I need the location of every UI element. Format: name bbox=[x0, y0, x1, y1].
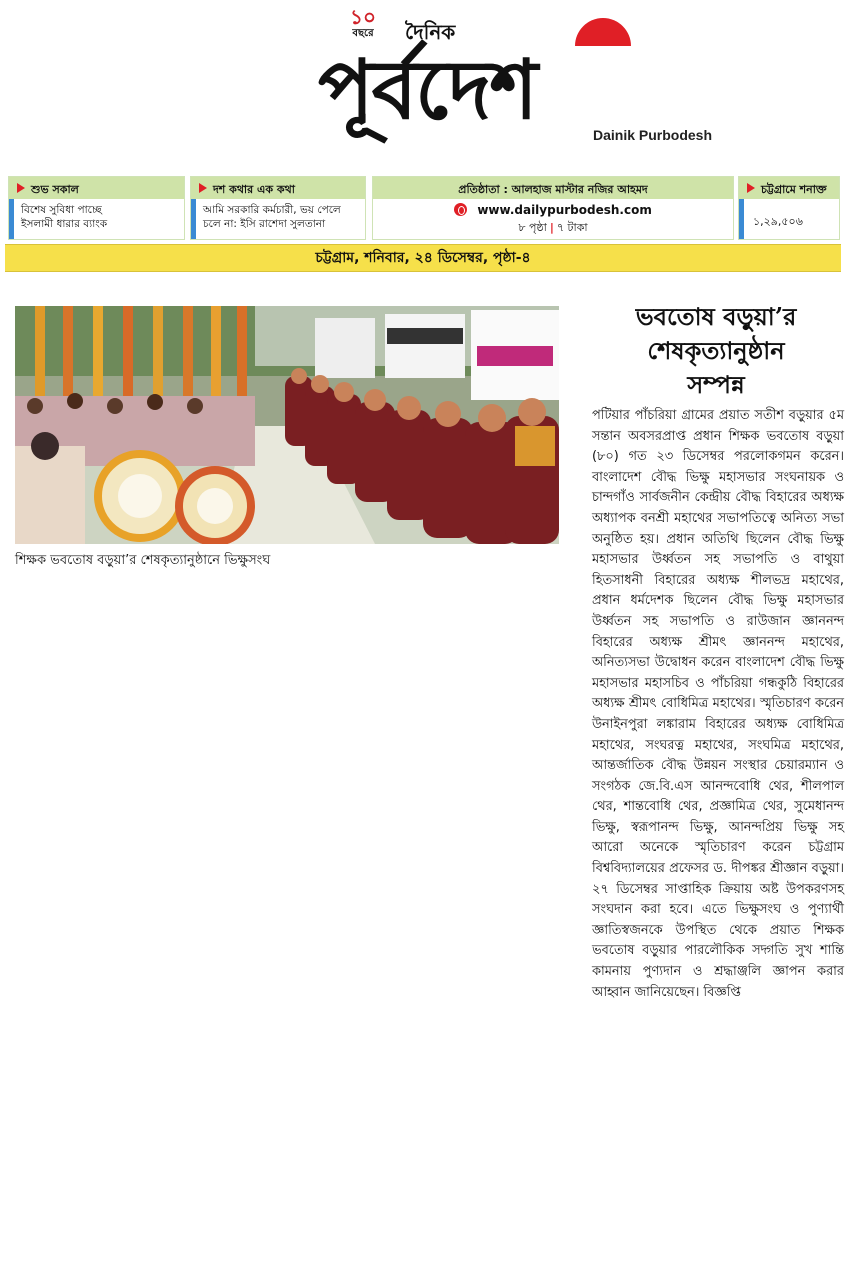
info-box-title bbox=[191, 177, 365, 199]
info-box-title bbox=[739, 177, 839, 199]
info-box-founder bbox=[372, 176, 734, 240]
funeral-photo-illustration bbox=[15, 306, 559, 544]
info-box-quote bbox=[190, 176, 366, 240]
website-link[interactable]: www.dailypurbodesh.com bbox=[477, 203, 652, 217]
info-box-title-text: শুভ সকাল bbox=[31, 183, 79, 196]
info-line: আমি সরকারি কর্মচারী, ভয় পেলে bbox=[203, 204, 341, 216]
headline-line: ভবতোষ বড়ুয়া’র bbox=[635, 302, 797, 331]
info-line: বিশেষ সুবিধা পাচ্ছে bbox=[21, 204, 102, 216]
info-box-covid-count bbox=[738, 176, 840, 240]
price: ৭ টাকা bbox=[556, 221, 588, 234]
info-box-title bbox=[9, 177, 184, 199]
arrow-right-icon bbox=[747, 183, 755, 193]
anniversary-number: ১০ bbox=[350, 5, 376, 29]
anniversary-text: বছরে bbox=[352, 28, 374, 39]
anniversary-badge bbox=[343, 6, 383, 40]
arrow-right-icon bbox=[17, 183, 25, 193]
logo-english: Dainik Purbodesh bbox=[593, 127, 713, 143]
photo-caption: শিক্ষক ভবতোষ বড়ুয়া’র শেষকৃত্যানুষ্ঠানে ভিক্ষুসংঘ bbox=[15, 553, 271, 568]
info-line: চলে না: ইসি রাশেদা সুলতানা bbox=[203, 218, 326, 230]
arrow-right-icon bbox=[199, 183, 207, 193]
article-headline bbox=[588, 300, 844, 402]
case-count: ১,২৯,৫০৬ bbox=[753, 215, 803, 228]
headline-line: সম্পন্ন bbox=[687, 370, 745, 399]
date-strip: চট্টগ্রাম, শনিবার, ২৪ ডিসেম্বর, পৃষ্ঠা-৪ bbox=[5, 244, 841, 272]
info-line: ইসলামী ধারার ব্যাংক bbox=[21, 218, 108, 230]
info-box-title-text: চট্টগ্রামে শনাক্ত bbox=[761, 183, 827, 196]
globe-icon bbox=[454, 203, 467, 216]
article-photo bbox=[15, 306, 559, 544]
info-box-body bbox=[9, 199, 184, 231]
price-row: ৮ পৃষ্ঠা | ৭ টাকা bbox=[518, 221, 588, 234]
info-box-title-text: দশ কথার এক কথা bbox=[213, 183, 295, 196]
page-count: ৮ পৃষ্ঠা bbox=[518, 221, 547, 234]
info-box-body bbox=[191, 199, 365, 231]
website-row bbox=[373, 199, 733, 217]
headline-line: শেষকৃত্যানুষ্ঠান bbox=[647, 336, 785, 365]
newspaper-logo: পূর্বদেশ bbox=[318, 42, 536, 138]
logo-sun-icon bbox=[575, 18, 631, 46]
daily-label: দৈনিক bbox=[405, 20, 456, 44]
masthead bbox=[0, 0, 848, 170]
article-body: পটিয়ার পাঁচরিয়া গ্রামের প্রয়াত সতীশ বড়ুয়ার ৫ম সন্তান অবসরপ্রাপ্ত প্রধান শিক্ষক ভবতোষ বড়ুয়া (৮০) গত ২৩ ডিসেম্বর পরলোকগমন করেন। বাংলাদেশ বৌদ্ধ ভিক্ষু মহাসভার সংঘনায়ক ও চান্দগাঁও সার্বজনীন কেন্দ্রীয় বৌদ্ধ বিহারের অধ্যক্ষ অধ্যাপক বনশ্রী মহাথের সভাপতিত্বে অনিত্য সভা অনুষ্ঠিত হয়। প্রধান অতিথি ছিলেন বৌদ্ধ ভিক্ষু মহাসভার উর্ধ্বতন সহ সভাপতি ও বাথুয়া হিতসাধনী বিহারের অধ্যক্ষ শীলভদ্র মহাথের, প্রধান ধর্মদেশক ছিলেন বৌদ্ধ ভিক্ষু মহাসভার উর্ধ্বতন সহ সভাপতি ও রাউজান জ্ঞাননন্দ বিহারের অধ্যক্ষ শ্রীমৎ জ্ঞাননন্দ মহাথের, অনিত্যসভা উদ্বোধন করেন বাংলাদেশ বৌদ্ধ ভিক্ষু মহাসভার মহাসচিব ও পাঁচরিয়া গন্ধকুঠি বিহারের অধ্যক্ষ শ্রীমৎ বোধিমিত্র মহাথের। স্মৃতিচারণ করেন উনাইনপুরা লঙ্কারাম বিহারের অধ্যক্ষ বোধিমিত্র মহাথের, সংঘরত্ন মহাথের, সংঘমিত্র মহাথের, আন্তর্জাতিক বৌদ্ধ উন্নয়ন সংস্থার চেয়ারম্যান ও সংগঠক জে.বি.এস আনন্দবোধি থের, শীলপাল থের, শান্তবোধি থের, প্রজ্ঞামিত্র থের, সুমেধানন্দ ভিক্ষু, স্বরূপানন্দ ভিক্ষু, আনন্দপ্রিয় ভিক্ষু সহ আরো অনেকে স্মৃতিচারণ করেন চট্টগ্রাম বিশ্ববিদ্যালয়ের প্রফেসর ড. দীপঙ্কর শ্রীজ্ঞান বড়ুয়া। ২৭ ডিসেম্বর সাপ্তাহিক ক্রিয়ায় অষ্ট উপকরণসহ সংঘদান করা হবে। এতে ভিক্ষুসংঘ ও পুণ্যার্থী জ্ঞাতিস্বজনকে উপস্থিত থেকে প্রয়াত শিক্ষক ভবতোষ বড়ুয়ার পারলৌকিক সদ্গতি সুখ শান্তি কামনায় পুণ্যদান ও শ্রদ্ধাঞ্জলি জ্ঞাপন করার আহ্বান জানিয়েছেন। বিজ্ঞপ্তি bbox=[592, 408, 844, 1000]
info-box-good-morning bbox=[8, 176, 185, 240]
founder-line: প্রতিষ্ঠাতা : আলহাজ মাস্টার নজির আহমদ bbox=[373, 177, 733, 199]
